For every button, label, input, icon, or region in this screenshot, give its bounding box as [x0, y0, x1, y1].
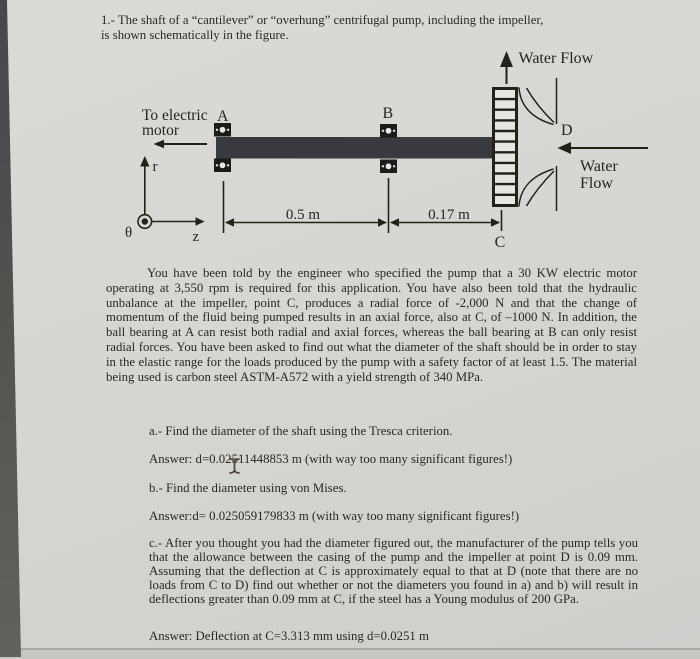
motor-label-2: motor [142, 122, 180, 139]
impeller [494, 89, 517, 206]
motor-label-1: To electric [142, 107, 208, 124]
dimension-ticks [224, 178, 502, 233]
axis-theta-label: θ [125, 225, 133, 241]
water-flow-top-arrow [500, 51, 513, 84]
water-right-label-2: Flow [580, 175, 613, 192]
water-flow-top-label: Water Flow [518, 50, 594, 67]
dim-ab-label: 0.5 m [285, 207, 321, 223]
photo-left-edge-shadow [0, 0, 24, 657]
shaft-bar [216, 137, 496, 159]
volute-blades [519, 78, 557, 211]
text-ibeam-cursor [227, 457, 242, 475]
coordinate-axes [138, 156, 205, 228]
point-b-label: B [382, 105, 394, 122]
part-c-prompt-paragraph: c.- After you thought you had the diameter figured out, the manufacturer of the pump tells you that the allowance between the casing of the pump and the impeller at point D is 0.09 mm. Assuming that the deflection at C is approximately equal to that at D (note that there are no loads from C to D) find out whether or not the diameters you found in a) and b) will result in deflections greater than 0.09 mm at C, if the steel has a Young modulus of 200 GPa. [149, 536, 638, 606]
problem-intro-paragraph: You have been told by the engineer who specified the pump that a 30 KW electric motor operating at 3,550 rpm is required for this application. You have also been told that the hydraulic unbalance at the impeller, point C, produces a radial force of -2,000 N and that the change of momentum of the fluid being pumped results in an axial force, also at C, of –1000 N. In addition, the ball bearing at A can resist both radial and axial forces, whereas the ball bearing at B can only resist radial forces. You have been asked to find out what the diameter of the shaft should be in order to stay in the elastic range for the loads produced by the pump with a safety factor of at least 1.5. The material being used is carbon steel ASTM-A572 with a yield strength of 340 MPa. [106, 266, 637, 384]
part-a-prompt: a.- Find the diameter of the shaft using the Tresca criterion. [149, 424, 453, 438]
point-d-label: D [561, 122, 573, 139]
dim-bc-label: 0.17 m [428, 207, 470, 223]
axis-z-label: z [192, 229, 200, 245]
part-a-answer: Answer: d=0.02511448853 m (with way too many significant figures!) [149, 452, 513, 466]
title-line2: is shown schematically in the figure. [101, 27, 289, 42]
water-flow-right-arrow [558, 142, 649, 154]
title-line1: 1.- The shaft of a “cantilever” or “overhung” centrifugal pump, including the impeller, [101, 13, 544, 27]
water-right-label-1: Water [580, 158, 618, 175]
point-a-label: A [217, 108, 229, 125]
to-motor-arrow [154, 140, 208, 148]
pump-schematic-figure [95, 45, 660, 260]
problem-title [101, 13, 657, 43]
part-b-prompt: b.- Find the diameter using von Mises. [149, 481, 347, 495]
axis-r-label: r [152, 159, 158, 175]
part-c-answer: Answer: Deflection at C=3.313 mm using d=0.0251 m [149, 629, 429, 643]
point-c-label: C [494, 234, 506, 251]
photo-bottom-edge [0, 648, 700, 659]
part-b-answer: Answer:d= 0.025059179833 m (with way too many significant figures!) [149, 509, 520, 523]
